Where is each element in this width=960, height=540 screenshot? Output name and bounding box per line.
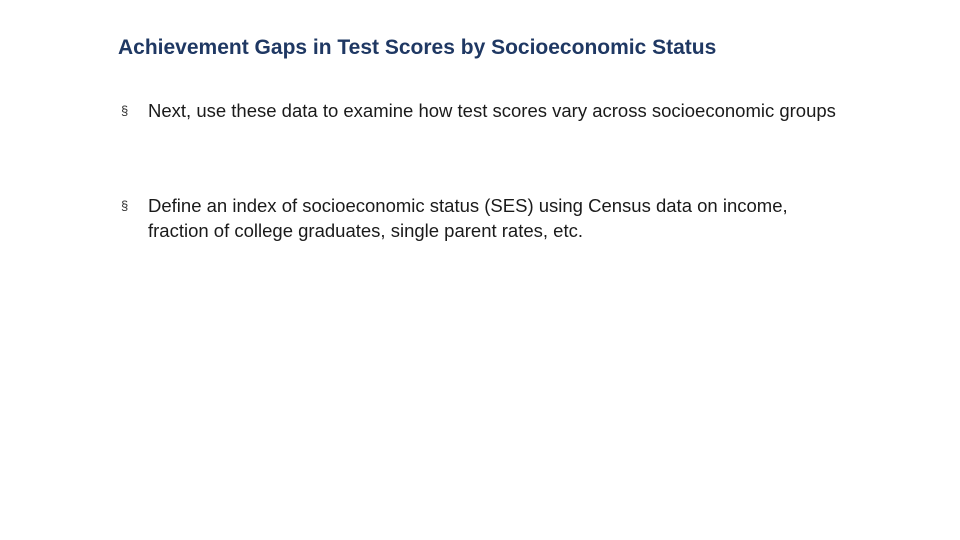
bullet-text: Next, use these data to examine how test scores vary across socioeconomic groups bbox=[148, 100, 836, 121]
bullet-item-ses-index bbox=[120, 193, 840, 243]
bullet-text: Define an index of socioeconomic status (SES) using Census data on income, fraction of college graduates, single parent rates, etc. bbox=[148, 195, 788, 241]
bullet-marker-icon: § bbox=[121, 103, 129, 118]
bullet-marker-icon: § bbox=[121, 198, 129, 213]
bullet-item-scores-by-group bbox=[120, 98, 840, 123]
slide-title: Achievement Gaps in Test Scores by Socioeconomic Status bbox=[118, 36, 717, 59]
bullet-list bbox=[120, 98, 840, 243]
